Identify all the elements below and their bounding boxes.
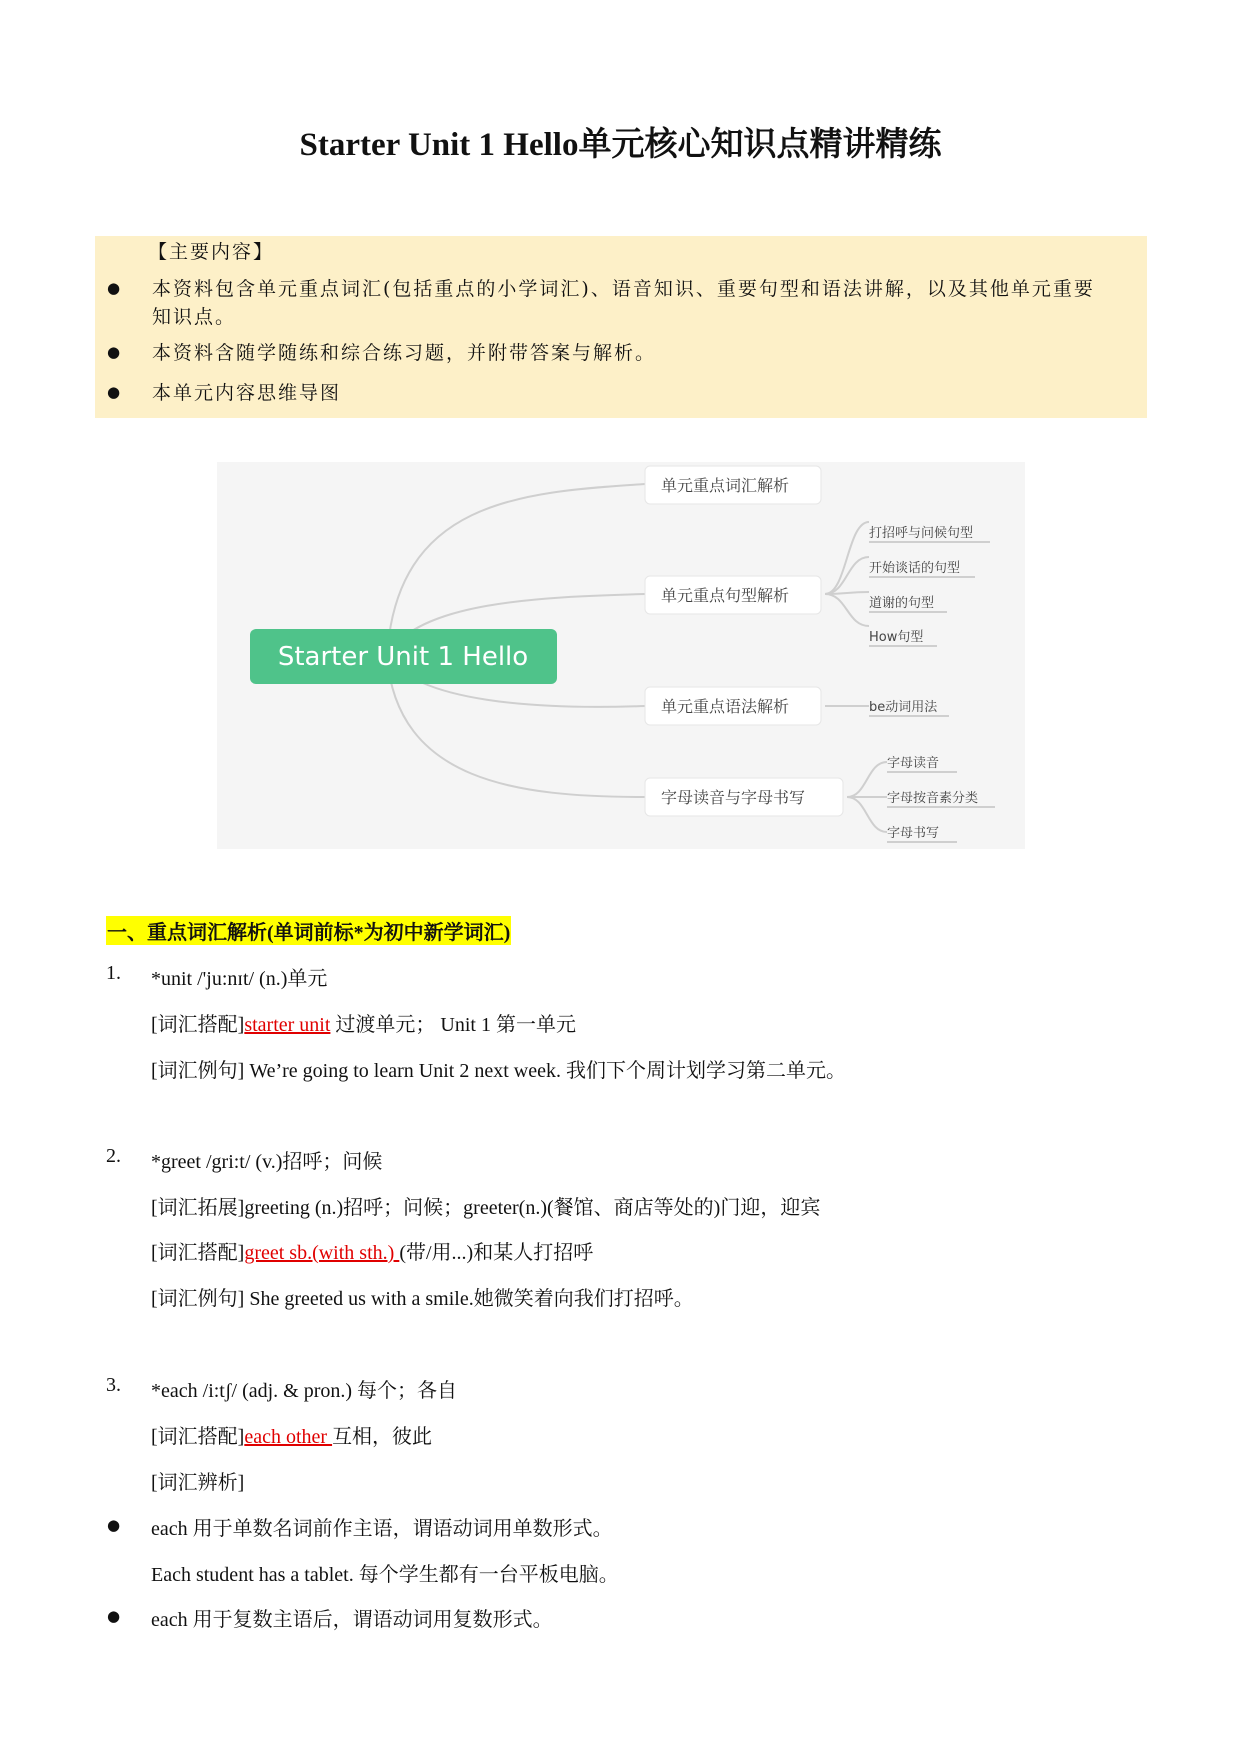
leaf-label: 道谢的句型 [869,596,935,611]
mind-map-root-label: Starter Unit 1 Hello [277,642,529,672]
analysis-point: each 用于单数名词前作主语，谓语动词用单数形式。 [151,1518,613,1540]
connector-leaf [825,594,869,626]
extension-line [151,1191,820,1220]
intro-bullet-2: 本资料含随学随练和综合练习题，并附带答案与解析。 [152,342,657,364]
mind-map [217,462,1025,849]
branch-label: 单元重点语法解析 [661,697,790,716]
bullet-icon: ● [107,383,121,401]
connector-leaf [825,557,869,594]
item-number: 2. [106,1145,121,1167]
item-headword: *unit /'ju:nɪt/ (n.)单元 [151,968,328,990]
collocation-phrase: starter unit [244,1014,331,1036]
leaf-label: be动词用法 [869,700,938,715]
branch-label: 单元重点句型解析 [661,586,790,605]
leaf-label: 字母书写 [887,826,940,841]
collocation-line [151,1236,593,1265]
collocation-meaning: 互相，彼此 [332,1426,433,1448]
collocation-line [151,1420,432,1449]
collocation-line [151,1008,576,1037]
leaf-label: How句型 [869,630,924,645]
item-headword: *greet /gri:t/ (v.)招呼；问候 [151,1151,383,1173]
bullet-icon: ● [107,343,121,361]
analysis-point: each 用于复数主语后，谓语动词用复数形式。 [151,1609,553,1631]
intro-bullet-1: 本资料包含单元重点词汇(包括重点的小学词汇)、语音知识、重要句型和语法讲解，以及其他单元重要 [152,278,1095,300]
item-headword: *each /i:tʃ/ (adj. & pron.) 每个；各自 [151,1380,458,1402]
example-sentence: We’re going to learn Unit 2 next week. 我们下个周计划学习第二单元。 [244,1060,846,1082]
intro-bullet-3: 本单元内容思维导图 [152,382,342,404]
bullet-icon: ● [107,1607,121,1625]
collocation-meaning: 过渡单元； Unit 1 第一单元 [330,1014,576,1036]
example-label: [词汇例句] [151,1060,245,1082]
leaf-label: 开始谈话的句型 [869,561,961,576]
branch-node-2 [645,576,821,614]
intro-heading: 【主要内容】 [148,241,275,263]
branch-node-4 [645,778,843,816]
section-heading: 一、重点词汇解析(单词前标*为初中新学词汇) [106,916,511,945]
example-line [151,1282,694,1311]
extension-label: [词汇拓展] [151,1197,245,1219]
analysis-label: [词汇辨析] [151,1472,245,1494]
collocation-label: [词汇搭配] [151,1426,245,1448]
connector-leaf [847,797,887,832]
leaf-label: 打招呼与问候句型 [869,526,974,541]
extension-text: greeting (n.)招呼；问候；greeter(n.)(餐馆、商店等处的)门迎，迎宾 [244,1197,821,1219]
connector-leaf [847,762,887,797]
collocation-meaning: (带/用...)和某人打招呼 [399,1242,594,1264]
branch-label: 字母读音与字母书写 [661,788,806,807]
mind-map-canvas [217,462,1025,849]
collocation-label: [词汇搭配] [151,1014,245,1036]
analysis-example: Each student has a tablet. 每个学生都有一台平板电脑。 [151,1564,619,1586]
collocation-phrase: each other [244,1426,333,1448]
collocation-label: [词汇搭配] [151,1242,245,1264]
example-line [151,1054,846,1083]
item-number: 3. [106,1374,121,1396]
branch-node-1 [645,466,821,504]
collocation-phrase: greet sb.(with sth.) [244,1242,400,1264]
branch-node-3 [645,687,821,725]
bullet-icon: ● [107,1516,121,1534]
page-title: Starter Unit 1 Hello单元核心知识点精讲精练 [299,127,942,163]
example-sentence: She greeted us with a smile.她微笑着向我们打招呼。 [244,1288,694,1310]
item-number: 1. [106,962,121,984]
example-label: [词汇例句] [151,1288,245,1310]
branch-label: 单元重点词汇解析 [661,476,790,495]
leaf-label: 字母读音 [887,756,940,771]
bullet-icon: ● [107,279,121,297]
intro-bullet-1-cont: 知识点。 [152,306,237,328]
leaf-label: 字母按音素分类 [887,791,979,806]
